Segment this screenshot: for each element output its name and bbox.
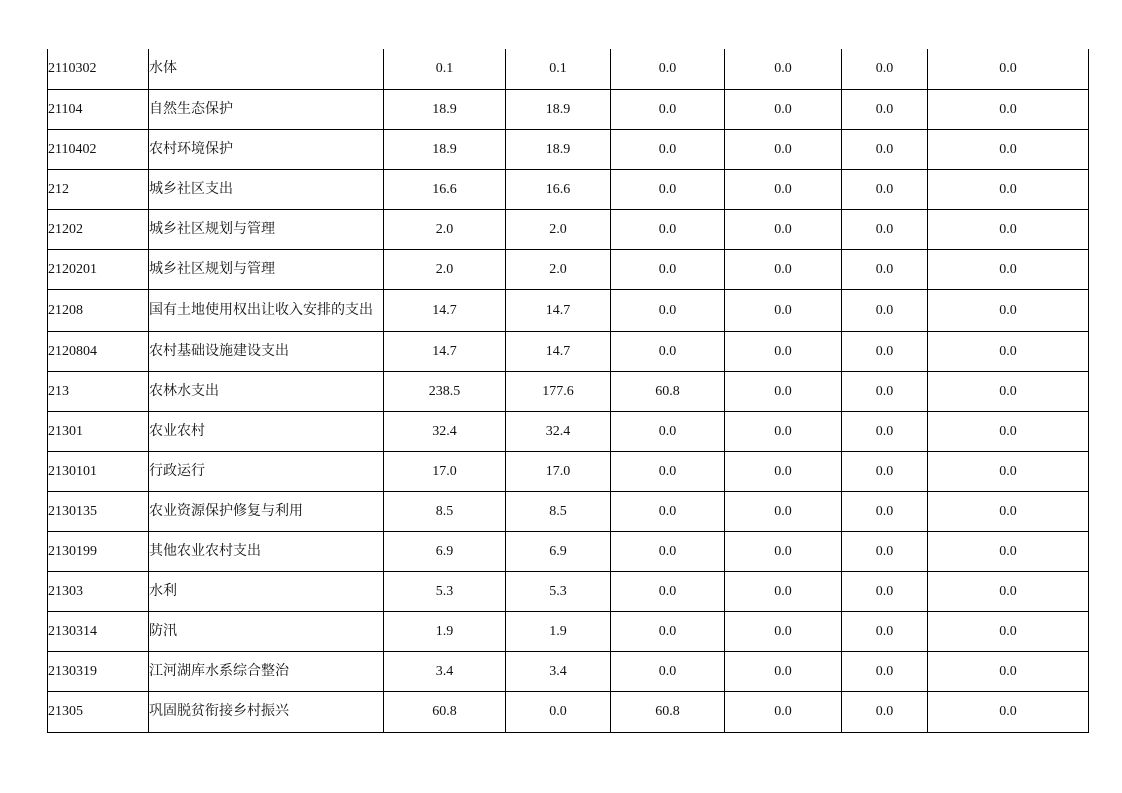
amount-cell-v3: 60.8: [611, 371, 725, 411]
amount-cell-v4: 0.0: [725, 331, 842, 371]
table-row: [48, 89, 1089, 129]
amount-cell-v5: 0.0: [842, 209, 928, 249]
amount-cell-v4: 0.0: [725, 611, 842, 651]
table-body: [48, 49, 1089, 732]
amount-cell-v3: 0.0: [611, 169, 725, 209]
amount-cell-v6: 0.0: [928, 89, 1089, 129]
amount-cell-v2: 1.9: [506, 611, 611, 651]
amount-cell-v5: 0.0: [842, 371, 928, 411]
amount-cell-v3: 60.8: [611, 691, 725, 732]
amount-cell-v5: 0.0: [842, 491, 928, 531]
amount-cell-v6: 0.0: [928, 289, 1089, 331]
amount-cell-v1: 32.4: [384, 411, 506, 451]
amount-cell-v6: 0.0: [928, 371, 1089, 411]
amount-cell-v3: 0.0: [611, 531, 725, 571]
amount-cell-v2: 2.0: [506, 209, 611, 249]
table-row: [48, 651, 1089, 691]
amount-cell-v6: 0.0: [928, 331, 1089, 371]
amount-cell-v4: 0.0: [725, 491, 842, 531]
subject-name-cell: 农林水支出: [149, 371, 384, 411]
amount-cell-v3: 0.0: [611, 209, 725, 249]
table-row: [48, 249, 1089, 289]
amount-cell-v6: 0.0: [928, 491, 1089, 531]
table-row: [48, 209, 1089, 249]
table-row: [48, 451, 1089, 491]
amount-cell-v2: 2.0: [506, 249, 611, 289]
subject-code-cell: 2130314: [48, 611, 149, 651]
subject-name-cell: 防汛: [149, 611, 384, 651]
amount-cell-v1: 18.9: [384, 89, 506, 129]
amount-cell-v5: 0.0: [842, 451, 928, 491]
amount-cell-v2: 16.6: [506, 169, 611, 209]
subject-name-cell: 农业农村: [149, 411, 384, 451]
amount-cell-v5: 0.0: [842, 651, 928, 691]
table-row: [48, 491, 1089, 531]
amount-cell-v2: 0.1: [506, 49, 611, 89]
amount-cell-v5: 0.0: [842, 611, 928, 651]
amount-cell-v1: 3.4: [384, 651, 506, 691]
amount-cell-v4: 0.0: [725, 531, 842, 571]
amount-cell-v4: 0.0: [725, 371, 842, 411]
subject-name-cell: 城乡社区支出: [149, 169, 384, 209]
amount-cell-v5: 0.0: [842, 129, 928, 169]
amount-cell-v1: 14.7: [384, 331, 506, 371]
amount-cell-v2: 0.0: [506, 691, 611, 732]
amount-cell-v6: 0.0: [928, 411, 1089, 451]
amount-cell-v2: 17.0: [506, 451, 611, 491]
amount-cell-v1: 1.9: [384, 611, 506, 651]
amount-cell-v1: 238.5: [384, 371, 506, 411]
amount-cell-v6: 0.0: [928, 129, 1089, 169]
amount-cell-v4: 0.0: [725, 411, 842, 451]
table-row: [48, 691, 1089, 732]
amount-cell-v4: 0.0: [725, 571, 842, 611]
amount-cell-v2: 5.3: [506, 571, 611, 611]
amount-cell-v5: 0.0: [842, 571, 928, 611]
amount-cell-v6: 0.0: [928, 209, 1089, 249]
subject-code-cell: 2120201: [48, 249, 149, 289]
amount-cell-v1: 5.3: [384, 571, 506, 611]
amount-cell-v2: 177.6: [506, 371, 611, 411]
amount-cell-v4: 0.0: [725, 129, 842, 169]
amount-cell-v1: 17.0: [384, 451, 506, 491]
amount-cell-v1: 2.0: [384, 209, 506, 249]
amount-cell-v2: 18.9: [506, 129, 611, 169]
table-row: [48, 289, 1089, 331]
amount-cell-v6: 0.0: [928, 571, 1089, 611]
amount-cell-v3: 0.0: [611, 651, 725, 691]
amount-cell-v2: 3.4: [506, 651, 611, 691]
subject-code-cell: 2110402: [48, 129, 149, 169]
amount-cell-v1: 8.5: [384, 491, 506, 531]
subject-name-cell: 城乡社区规划与管理: [149, 249, 384, 289]
amount-cell-v3: 0.0: [611, 89, 725, 129]
amount-cell-v3: 0.0: [611, 49, 725, 89]
table-row: [48, 611, 1089, 651]
amount-cell-v3: 0.0: [611, 411, 725, 451]
amount-cell-v2: 6.9: [506, 531, 611, 571]
subject-name-cell: 农村环境保护: [149, 129, 384, 169]
amount-cell-v6: 0.0: [928, 169, 1089, 209]
amount-cell-v6: 0.0: [928, 249, 1089, 289]
subject-name-cell: 水利: [149, 571, 384, 611]
subject-name-cell: 江河湖库水系综合整治: [149, 651, 384, 691]
amount-cell-v4: 0.0: [725, 169, 842, 209]
amount-cell-v4: 0.0: [725, 209, 842, 249]
amount-cell-v3: 0.0: [611, 129, 725, 169]
amount-cell-v1: 60.8: [384, 691, 506, 732]
subject-name-cell: 巩固脱贫衔接乡村振兴: [149, 691, 384, 732]
subject-name-cell: 城乡社区规划与管理: [149, 209, 384, 249]
amount-cell-v5: 0.0: [842, 49, 928, 89]
amount-cell-v4: 0.0: [725, 451, 842, 491]
amount-cell-v4: 0.0: [725, 651, 842, 691]
amount-cell-v2: 32.4: [506, 411, 611, 451]
amount-cell-v3: 0.0: [611, 249, 725, 289]
amount-cell-v4: 0.0: [725, 89, 842, 129]
table-row: [48, 531, 1089, 571]
budget-table: [47, 49, 1089, 733]
amount-cell-v2: 18.9: [506, 89, 611, 129]
amount-cell-v5: 0.0: [842, 89, 928, 129]
amount-cell-v1: 14.7: [384, 289, 506, 331]
amount-cell-v6: 0.0: [928, 691, 1089, 732]
amount-cell-v6: 0.0: [928, 611, 1089, 651]
subject-code-cell: 2130319: [48, 651, 149, 691]
amount-cell-v6: 0.0: [928, 651, 1089, 691]
amount-cell-v5: 0.0: [842, 531, 928, 571]
subject-name-cell: 国有土地使用权出让收入安排的支出: [149, 289, 384, 331]
amount-cell-v4: 0.0: [725, 289, 842, 331]
subject-code-cell: 2130135: [48, 491, 149, 531]
amount-cell-v1: 0.1: [384, 49, 506, 89]
amount-cell-v1: 16.6: [384, 169, 506, 209]
subject-name-cell: 自然生态保护: [149, 89, 384, 129]
amount-cell-v1: 6.9: [384, 531, 506, 571]
amount-cell-v4: 0.0: [725, 249, 842, 289]
amount-cell-v3: 0.0: [611, 571, 725, 611]
table-row: [48, 169, 1089, 209]
subject-name-cell: 行政运行: [149, 451, 384, 491]
amount-cell-v1: 2.0: [384, 249, 506, 289]
amount-cell-v6: 0.0: [928, 49, 1089, 89]
subject-code-cell: 21303: [48, 571, 149, 611]
subject-code-cell: 21104: [48, 89, 149, 129]
table-row: [48, 371, 1089, 411]
amount-cell-v2: 14.7: [506, 289, 611, 331]
amount-cell-v6: 0.0: [928, 531, 1089, 571]
amount-cell-v3: 0.0: [611, 289, 725, 331]
subject-code-cell: 21301: [48, 411, 149, 451]
amount-cell-v3: 0.0: [611, 611, 725, 651]
subject-code-cell: 21208: [48, 289, 149, 331]
table-row: [48, 411, 1089, 451]
table-row: [48, 331, 1089, 371]
amount-cell-v5: 0.0: [842, 331, 928, 371]
amount-cell-v4: 0.0: [725, 691, 842, 732]
subject-code-cell: 21202: [48, 209, 149, 249]
amount-cell-v1: 18.9: [384, 129, 506, 169]
amount-cell-v3: 0.0: [611, 491, 725, 531]
subject-name-cell: 水体: [149, 49, 384, 89]
amount-cell-v2: 8.5: [506, 491, 611, 531]
subject-code-cell: 2110302: [48, 49, 149, 89]
amount-cell-v2: 14.7: [506, 331, 611, 371]
subject-code-cell: 2130199: [48, 531, 149, 571]
table-row: [48, 571, 1089, 611]
amount-cell-v5: 0.0: [842, 691, 928, 732]
table-row: [48, 129, 1089, 169]
table-row: [48, 49, 1089, 89]
subject-code-cell: 2120804: [48, 331, 149, 371]
subject-code-cell: 21305: [48, 691, 149, 732]
amount-cell-v5: 0.0: [842, 249, 928, 289]
subject-name-cell: 农村基础设施建设支出: [149, 331, 384, 371]
amount-cell-v5: 0.0: [842, 411, 928, 451]
amount-cell-v3: 0.0: [611, 451, 725, 491]
amount-cell-v3: 0.0: [611, 331, 725, 371]
subject-name-cell: 农业资源保护修复与利用: [149, 491, 384, 531]
subject-code-cell: 213: [48, 371, 149, 411]
amount-cell-v5: 0.0: [842, 169, 928, 209]
subject-code-cell: 212: [48, 169, 149, 209]
subject-name-cell: 其他农业农村支出: [149, 531, 384, 571]
amount-cell-v6: 0.0: [928, 451, 1089, 491]
amount-cell-v4: 0.0: [725, 49, 842, 89]
amount-cell-v5: 0.0: [842, 289, 928, 331]
subject-code-cell: 2130101: [48, 451, 149, 491]
